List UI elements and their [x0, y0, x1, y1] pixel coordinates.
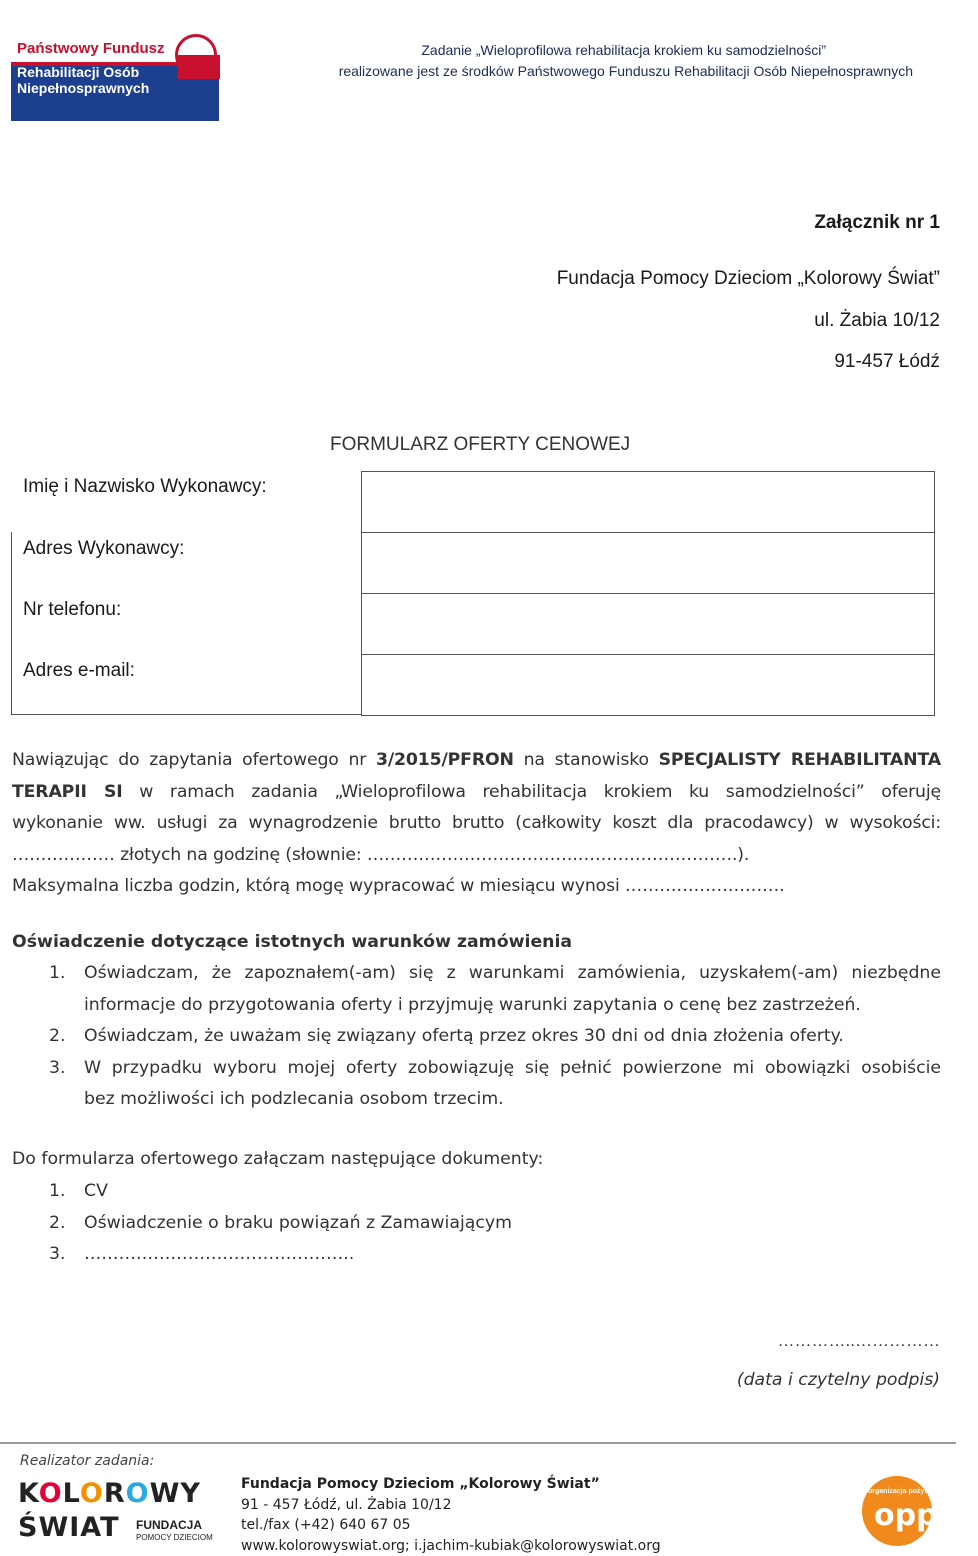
recipient-name: Fundacja Pomocy Dzieciom „Kolorowy Świat”: [557, 268, 940, 290]
logo-letter: R: [104, 1478, 126, 1509]
contractor-table: [11, 471, 935, 716]
kolorowy-swiat-logo: [18, 1478, 213, 1548]
position-name: SPECJALISTY REHABILITANTA: [659, 750, 941, 770]
offer-line: [12, 777, 941, 809]
logo-text-line1: Państwowy Fundusz: [17, 40, 165, 57]
recipient-street: ul. Żabia 10/12: [814, 310, 940, 332]
logo-letter: K: [18, 1478, 39, 1509]
list-number: 1.: [49, 958, 66, 990]
logo-wordmark-row1: [18, 1478, 201, 1509]
offer-line: wykonanie ww. usługi za wynagrodzenie brutto brutto (całkowity koszt dla pracodawcy) w wysokości:: [12, 808, 941, 840]
list-number: 3.: [49, 1053, 66, 1085]
recipient-city: 91-457 Łódź: [834, 351, 940, 373]
field-label: Adres Wykonawcy:: [11, 533, 362, 594]
footer-contact: [241, 1474, 661, 1556]
logo-letter: O: [39, 1478, 63, 1509]
list-number: 1.: [49, 1176, 66, 1208]
logo-letter: O: [126, 1478, 150, 1509]
table-row: [11, 655, 935, 716]
list-item: [12, 1021, 941, 1053]
offer-text: Nawiązując do zapytania ofertowego nr: [12, 750, 376, 770]
declarations-list: [12, 958, 941, 1116]
footer-address: 91 - 457 Łódź, ul. Żabia 10/12: [241, 1495, 661, 1516]
field-label: Imię i Nazwisko Wykonawcy:: [11, 472, 362, 533]
position-name: TERAPII SI: [12, 782, 123, 802]
logo-flag-icon: [175, 34, 217, 76]
pfron-logo: [11, 0, 219, 121]
logo-letter: Y: [180, 1478, 201, 1509]
annex-label: Załącznik nr 1: [814, 212, 940, 234]
table-row: [11, 533, 935, 594]
signature-caption: (data i czytelny podpis): [737, 1370, 940, 1390]
offer-paragraph: [12, 745, 941, 903]
email-field[interactable]: [362, 655, 935, 716]
list-item: [12, 1053, 941, 1116]
logo-letter: L: [63, 1478, 80, 1509]
realizator-label: Realizator zadania:: [20, 1453, 154, 1469]
attachments-list: [12, 1176, 941, 1271]
declarations-heading: Oświadczenie dotyczące istotnych warunków zamówienia: [12, 932, 572, 952]
list-item-text: CV: [84, 1176, 941, 1208]
opp-text: opp: [874, 1498, 938, 1533]
footer-web[interactable]: www.kolorowyswiat.org; i.jachim-kubiak@kolorowyswiat.org: [241, 1536, 661, 1556]
logo-text-line3: Niepełnosprawnych: [17, 80, 149, 96]
list-item: [12, 1239, 941, 1271]
list-item-text: informacje do przygotowania oferty i przyjmuję warunki zapytania o cenę bez zastrzeżeń.: [84, 990, 941, 1022]
offer-line: Maksymalna liczba godzin, którą mogę wypracować w miesiącu wynosi ……………………….: [12, 871, 941, 903]
table-row: [11, 472, 935, 533]
signature-line: …………..……………: [778, 1331, 940, 1351]
list-item: [12, 1176, 941, 1208]
list-item-text: W przypadku wyboru mojej oferty zobowiązuję się pełnić powierzone mi obowiązki osobiście: [84, 1053, 941, 1085]
list-item-text: Oświadczam, że zapoznałem(-am) się z warunkami zamówienia, uzyskałem(-am) niezbędne: [84, 958, 941, 990]
list-number: 2.: [49, 1021, 66, 1053]
inquiry-number: 3/2015/PFRON: [376, 750, 514, 770]
opp-small-text: organizacja pożytku publicznego: [868, 1488, 978, 1495]
footer-divider: [0, 1442, 956, 1444]
footer-phone: tel./fax (+42) 640 67 05: [241, 1515, 661, 1536]
list-item: [12, 1208, 941, 1240]
offer-text: na stanowisko: [514, 750, 659, 770]
list-item-text: Oświadczenie o braku powiązań z Zamawiającym: [84, 1208, 941, 1240]
header-task-line: Zadanie „Wieloprofilowa rehabilitacja krokiem ku samodzielności”: [421, 42, 826, 58]
list-item-text: Oświadczam, że uważam się związany ofertą przez okres 30 dni od dnia złożenia oferty.: [84, 1021, 941, 1053]
table-row: [11, 594, 935, 655]
header-funding-line: realizowane jest ze środków Państwowego Funduszu Rehabilitacji Osób Niepełnosprawnych: [339, 63, 913, 79]
phone-field[interactable]: [362, 594, 935, 655]
list-item-text: bez możliwości ich podzlecania osobom trzecim.: [84, 1084, 941, 1116]
attachments-heading: Do formularza ofertowego załączam następujące dokumenty:: [12, 1149, 543, 1169]
list-number: 2.: [49, 1208, 66, 1240]
contractor-address-field[interactable]: [362, 533, 935, 594]
form-title: FORMULARZ OFERTY CENOWEJ: [330, 434, 630, 456]
logo-text-line2: Rehabilitacji Osób: [17, 64, 139, 80]
list-item: [12, 958, 941, 1021]
logo-fund-label: FUNDACJA: [136, 1518, 202, 1532]
list-item-text: ………………………………………..: [84, 1239, 941, 1271]
logo-letter: W: [150, 1478, 181, 1509]
footer-org-name: Fundacja Pomocy Dzieciom „Kolorowy Świat”: [241, 1474, 661, 1495]
contractor-name-field[interactable]: [362, 472, 935, 533]
offer-line: [12, 745, 941, 777]
opp-logo: [862, 1476, 932, 1546]
field-label: Adres e-mail:: [11, 655, 362, 716]
offer-line: ……………… złotych na godzinę (słownie: ……………………………….……………………….).: [12, 840, 941, 872]
logo-wordmark-row2: ŚWIAT: [18, 1512, 120, 1543]
field-label: Nr telefonu:: [11, 594, 362, 655]
logo-letter: O: [80, 1478, 104, 1509]
list-number: 3.: [49, 1239, 66, 1271]
logo-sub-label: POMOCY DZIECIOM: [136, 1533, 213, 1542]
offer-text: w ramach zadania „Wieloprofilowa rehabilitacja krokiem ku samodzielności” oferuję: [123, 782, 941, 802]
